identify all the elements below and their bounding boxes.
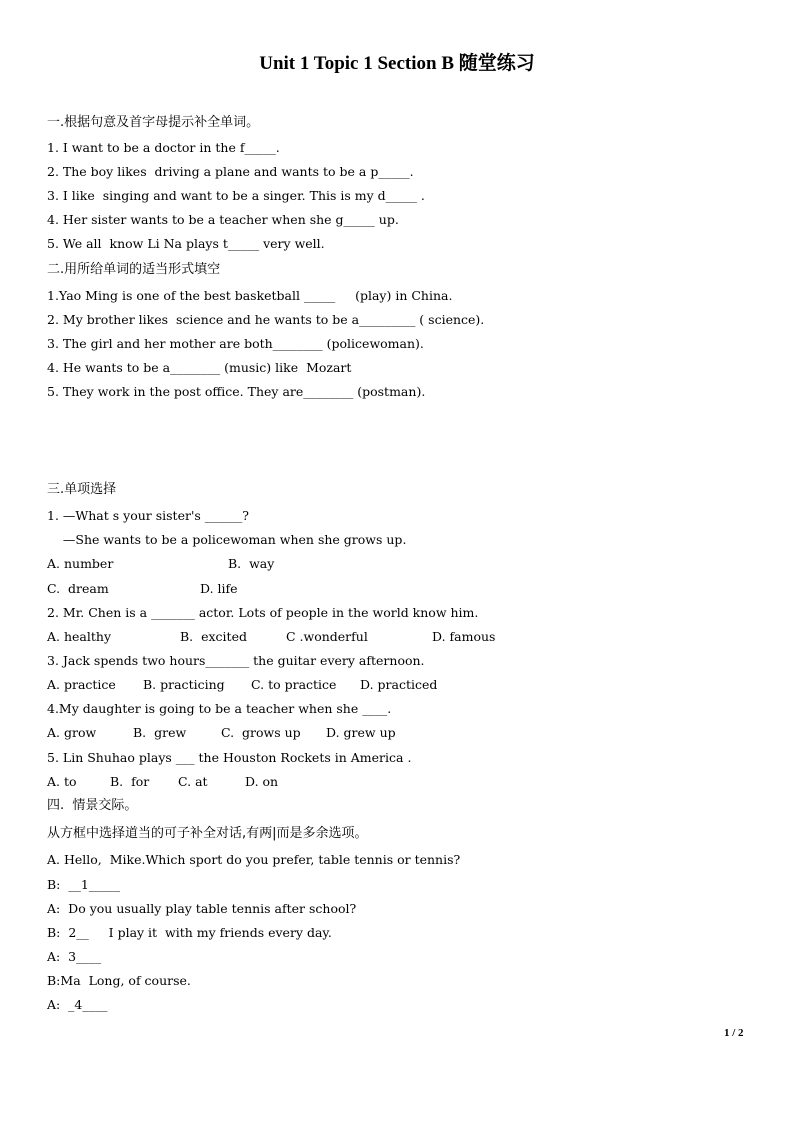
list-item: 2. The boy likes driving a plane and wants to be a p_____. [47, 164, 414, 179]
dialogue-line: A: Do you usually play table tennis after school? [47, 901, 357, 916]
option-a: A. number [47, 556, 114, 571]
option-d: D. life [200, 581, 238, 596]
list-item: 5. They work in the post office. They are________ (postman). [47, 384, 426, 399]
option-c: C. at [178, 774, 208, 789]
question-1: 1. —What s your sister's ______? [47, 508, 249, 523]
section1-heading: 一.根据句意及首字母提示补全单词。 [47, 115, 260, 130]
option-c: C. to practice [251, 677, 337, 692]
list-item: 4. He wants to be a________ (music) like Mozart [47, 360, 352, 375]
list-item: 2. My brother likes science and he wants to be a_________ ( science). [47, 312, 485, 327]
option-b: B. grew [133, 725, 187, 740]
option-a: A. grow [47, 725, 97, 740]
dialogue-line: B: __1_____ [47, 877, 121, 892]
option-d: D. famous [432, 629, 496, 644]
dialogue-line: B:Ma Long, of course. [47, 973, 191, 988]
option-a: A. to [47, 774, 77, 789]
dialogue-line: A: _4____ [47, 997, 108, 1012]
page-title: Unit 1 Topic 1 Section B 随堂练习 [259, 53, 535, 74]
question-3: 3. Jack spends two hours_______ the guitar every afternoon. [47, 653, 425, 668]
dialogue-line: A: 3____ [47, 949, 102, 964]
question-2: 2. Mr. Chen is a _______ actor. Lots of people in the world know him. [47, 605, 479, 620]
section4-instruction: 从方框中选择道当的可子补全对话,有两|而是多余选项。 [47, 826, 368, 841]
option-b: B. practicing [143, 677, 225, 692]
section3-heading: 三.单项选择 [47, 482, 117, 497]
option-b: B. way [228, 556, 275, 571]
section4-heading: 四. 情景交际。 [47, 798, 138, 813]
list-item: 1.Yao Ming is one of the best basketball _____ (play) in China. [47, 288, 453, 303]
question-1-answer: —She wants to be a policewoman when she grows up. [47, 532, 407, 547]
list-item: 3. I like singing and want to be a singer. This is my d_____ . [47, 188, 425, 203]
option-c: C. grows up [221, 725, 301, 740]
dialogue-line: A. Hello, Mike.Which sport do you prefer, table tennis or tennis? [47, 852, 461, 867]
page-number: 1 / 2 [724, 1027, 744, 1039]
option-c: C .wonderful [286, 629, 368, 644]
list-item: 3. The girl and her mother are both________ (policewoman). [47, 336, 424, 351]
list-item: 4. Her sister wants to be a teacher when she g_____ up. [47, 212, 399, 227]
list-item: 5. We all know Li Na plays t_____ very well. [47, 236, 325, 251]
question-4: 4.My daughter is going to be a teacher when she ____. [47, 701, 392, 716]
option-a: A. practice [47, 677, 116, 692]
option-d: D. grew up [326, 725, 396, 740]
question-5: 5. Lin Shuhao plays ___ the Houston Rockets in America . [47, 750, 412, 765]
dialogue-line: B: 2__ I play it with my friends every day. [47, 925, 332, 940]
option-d: D. practiced [360, 677, 438, 692]
option-b: B. excited [180, 629, 247, 644]
list-item: 1. I want to be a doctor in the f_____. [47, 140, 280, 155]
option-a: A. healthy [47, 629, 112, 644]
option-b: B. for [110, 774, 150, 789]
section2-heading: 二.用所给单词的适当形式填空 [47, 262, 221, 277]
option-d: D. on [245, 774, 279, 789]
option-c: C. dream [47, 581, 109, 596]
